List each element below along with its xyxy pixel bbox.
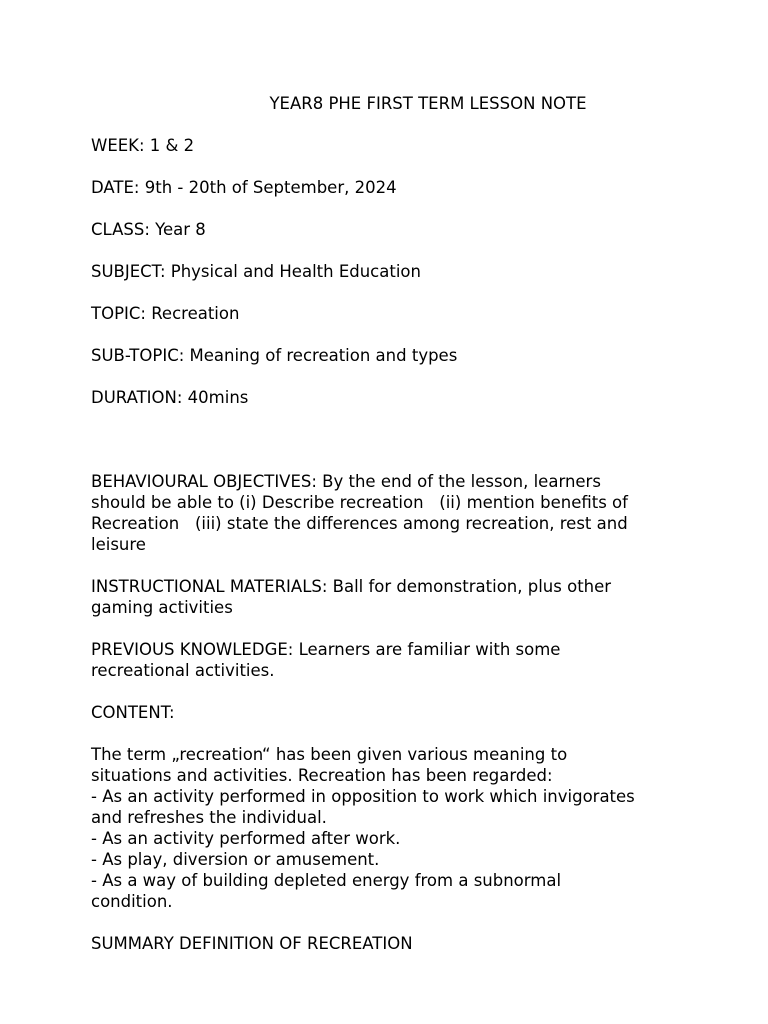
subject-field: SUBJECT: Physical and Health Education (91, 262, 421, 281)
objectives-line: leisure (91, 535, 146, 554)
objectives-line: should be able to (i) Describe recreation (ii) mention benefits of (91, 493, 628, 512)
materials-paragraph (91, 576, 691, 618)
content-line: - As play, diversion or amusement. (91, 850, 380, 869)
knowledge-line: recreational activities. (91, 661, 275, 680)
objectives-line: Recreation (iii) state the differences among recreation, rest and (91, 514, 628, 533)
content-line: - As a way of building depleted energy from a subnormal (91, 871, 562, 890)
week-field: WEEK: 1 & 2 (91, 136, 195, 155)
content-line: - As an activity performed in opposition to work which invigorates (91, 787, 635, 806)
materials-line: gaming activities (91, 598, 233, 617)
content-line: and refreshes the individual. (91, 808, 327, 827)
knowledge-line: PREVIOUS KNOWLEDGE: Learners are familiar with some (91, 640, 561, 659)
knowledge-paragraph (91, 639, 691, 681)
content-heading: CONTENT: (91, 703, 175, 722)
class-field: CLASS: Year 8 (91, 220, 206, 239)
subtopic-field: SUB-TOPIC: Meaning of recreation and types (91, 346, 458, 365)
document-body (91, 135, 691, 975)
materials-line: INSTRUCTIONAL MATERIALS: Ball for demonstration, plus other (91, 577, 612, 596)
content-paragraph (91, 744, 691, 912)
content-line: situations and activities. Recreation has been regarded: (91, 766, 553, 785)
duration-field: DURATION: 40mins (91, 388, 249, 407)
objectives-paragraph (91, 429, 691, 555)
document-title: YEAR8 PHE FIRST TERM LESSON NOTE (269, 94, 587, 113)
topic-field: TOPIC: Recreation (91, 304, 240, 323)
content-line: The term „recreation“ has been given various meaning to (91, 745, 568, 764)
objectives-line: BEHAVIOURAL OBJECTIVES: By the end of the lesson, learners (91, 472, 601, 491)
date-field: DATE: 9th - 20th of September, 2024 (91, 178, 397, 197)
content-line: condition. (91, 892, 173, 911)
summary-heading: SUMMARY DEFINITION OF RECREATION (91, 934, 413, 953)
content-line: - As an activity performed after work. (91, 829, 401, 848)
